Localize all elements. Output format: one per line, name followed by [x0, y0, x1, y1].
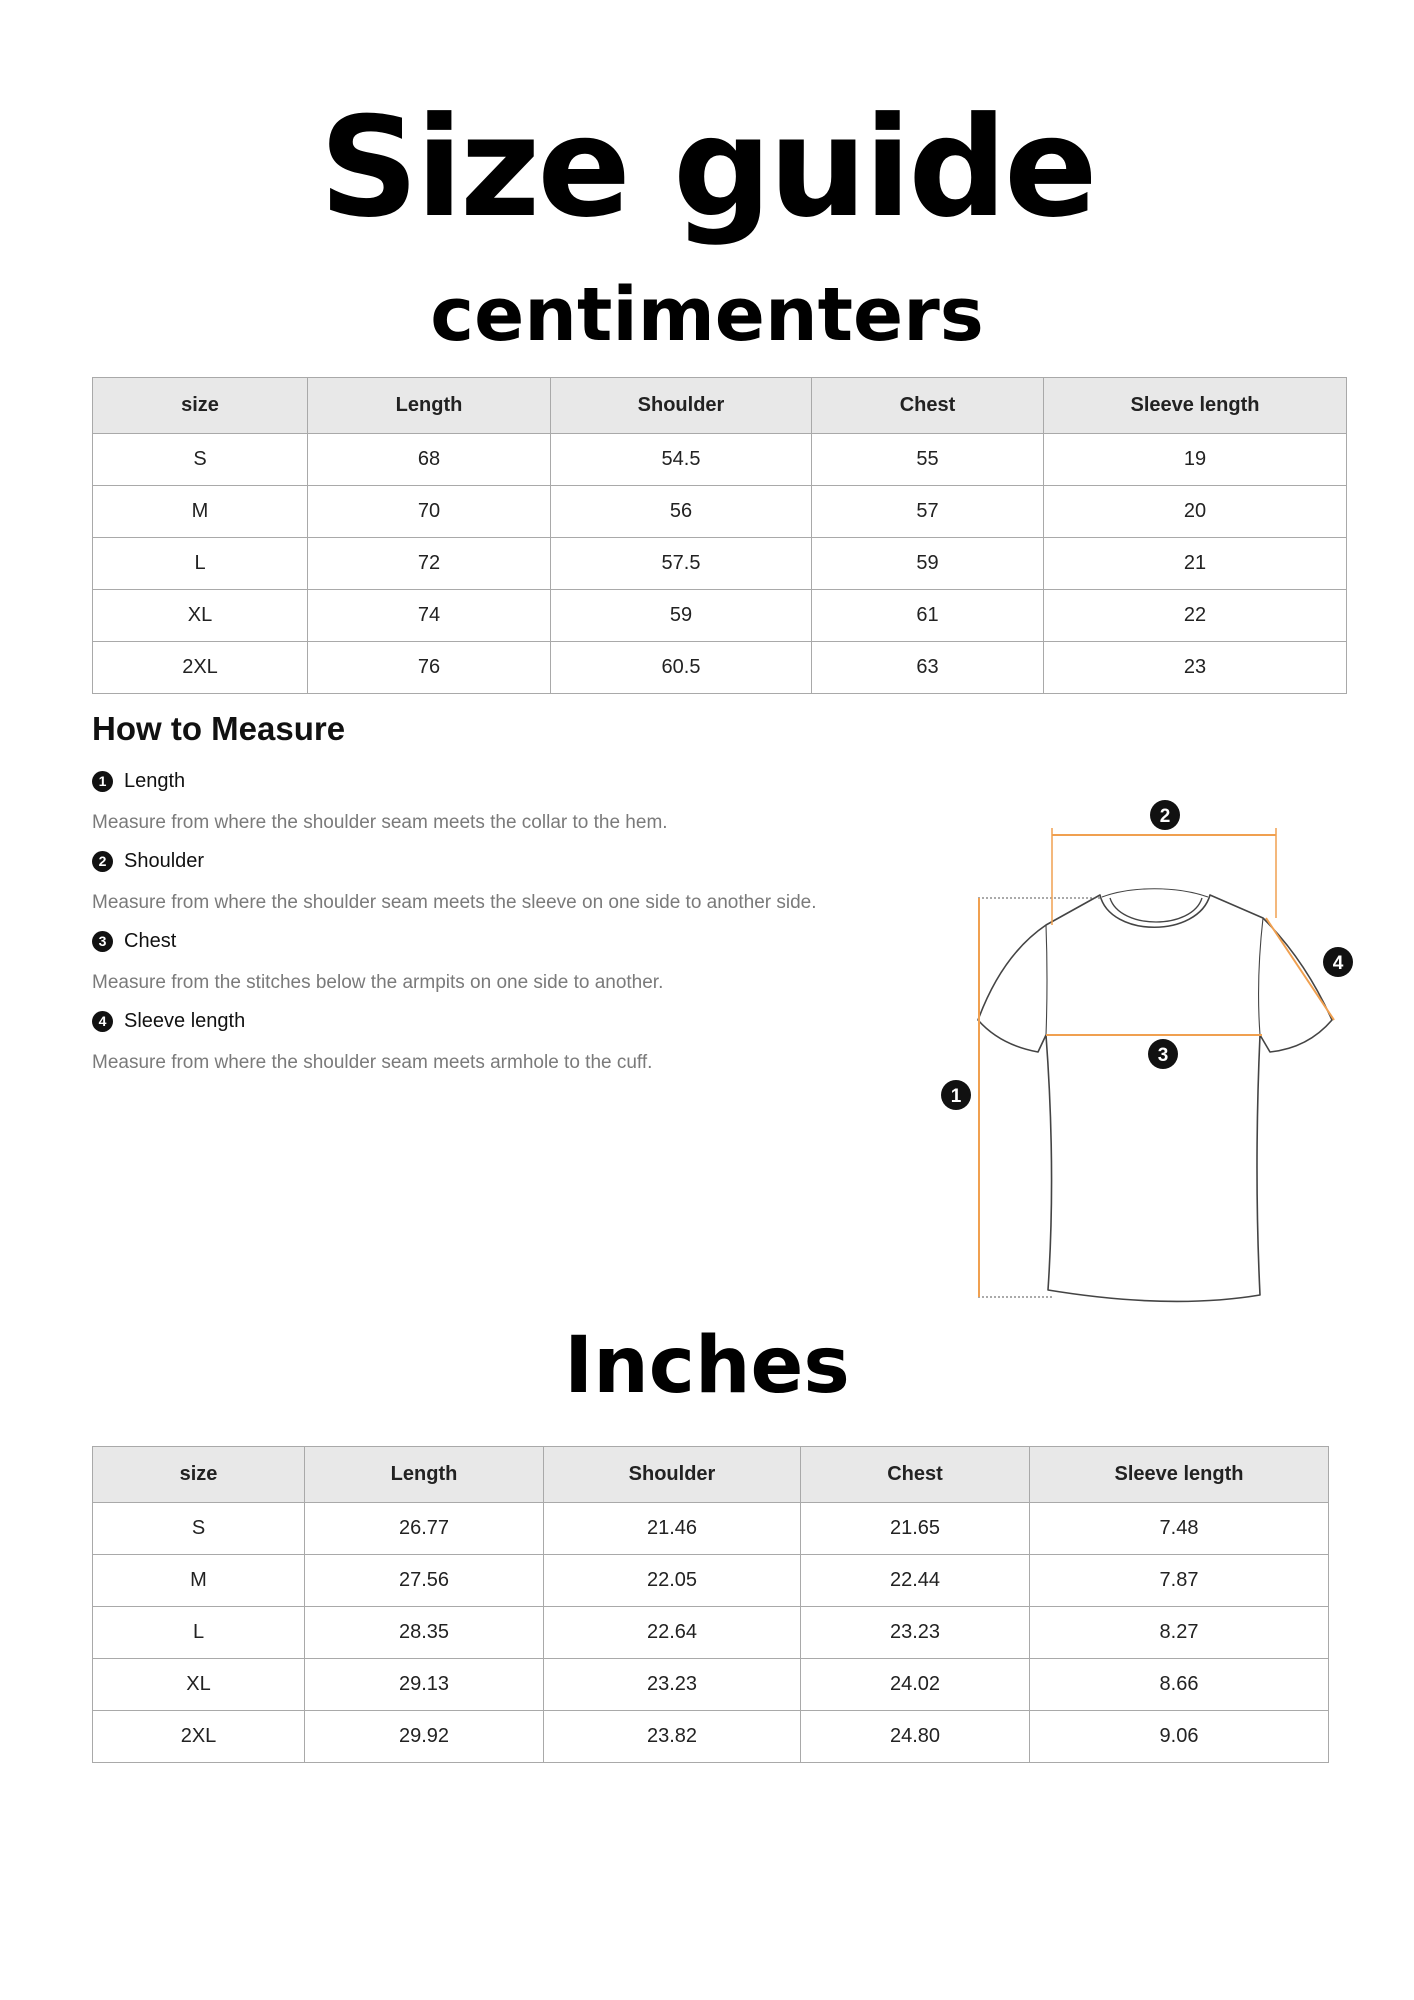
cell-size: XL: [93, 1659, 305, 1711]
cell-length: 28.35: [305, 1607, 544, 1659]
cell-length: 72: [308, 538, 551, 590]
cell-sleeve-length: 9.06: [1030, 1711, 1329, 1763]
table-row: [93, 642, 1347, 694]
marker-sleeve: [1323, 947, 1353, 977]
header-sleeve-length: Sleeve length: [1044, 378, 1347, 434]
marker-label: 1: [950, 1086, 962, 1107]
header-size: size: [93, 378, 308, 434]
cell-length: 26.77: [305, 1503, 544, 1555]
table-row: [93, 590, 1347, 642]
cell-size: XL: [93, 590, 308, 642]
header-chest: Chest: [812, 378, 1044, 434]
cell-sleeve-length: 8.66: [1030, 1659, 1329, 1711]
cell-shoulder: 23.82: [544, 1711, 801, 1763]
cell-shoulder: 57.5: [551, 538, 812, 590]
cell-shoulder: 23.23: [544, 1659, 801, 1711]
cell-chest: 24.02: [801, 1659, 1030, 1711]
step-length-label: [92, 770, 185, 793]
cell-sleeve-length: 7.87: [1030, 1555, 1329, 1607]
cell-chest: 23.23: [801, 1607, 1030, 1659]
cell-shoulder: 22.05: [544, 1555, 801, 1607]
cell-size: 2XL: [93, 1711, 305, 1763]
cell-length: 70: [308, 486, 551, 538]
marker-label: 3: [1157, 1045, 1169, 1066]
cell-size: S: [93, 1503, 305, 1555]
table-row: [93, 1711, 1329, 1763]
cell-shoulder: 21.46: [544, 1503, 801, 1555]
number-1-icon: 1: [92, 771, 113, 792]
cell-length: 29.13: [305, 1659, 544, 1711]
cell-shoulder: 60.5: [551, 642, 812, 694]
step-sleeve-length-label: [92, 1010, 245, 1033]
cell-length: 29.92: [305, 1711, 544, 1763]
marker-length: [941, 1080, 971, 1110]
cell-size: 2XL: [93, 642, 308, 694]
header-chest: Chest: [801, 1447, 1030, 1503]
table-row: [93, 538, 1347, 590]
header-length: Length: [305, 1447, 544, 1503]
collar-inner: [1110, 898, 1202, 922]
cell-chest: 61: [812, 590, 1044, 642]
step-chest-label: [92, 930, 176, 953]
cell-size: M: [93, 486, 308, 538]
tshirt-outline: [978, 895, 1332, 1301]
table-row: [93, 1555, 1329, 1607]
cm-section-title: centimenters: [430, 272, 984, 358]
cell-chest: 55: [812, 434, 1044, 486]
number-2-icon: 2: [92, 851, 113, 872]
cell-sleeve-length: 20: [1044, 486, 1347, 538]
step-length-description: Measure from where the shoulder seam meets the collar to the hem.: [92, 812, 668, 833]
header-sleeve-length: Sleeve length: [1030, 1447, 1329, 1503]
cell-length: 74: [308, 590, 551, 642]
cell-chest: 63: [812, 642, 1044, 694]
table-row: [93, 434, 1347, 486]
step-shoulder-label: [92, 850, 204, 873]
table-row: [93, 1607, 1329, 1659]
inches-section-title: Inches: [564, 1321, 850, 1411]
cell-shoulder: 22.64: [544, 1607, 801, 1659]
step-label-text: Shoulder: [124, 850, 205, 872]
cell-chest: 21.65: [801, 1503, 1030, 1555]
step-sleeve-length-description: Measure from where the shoulder seam meets armhole to the cuff.: [92, 1052, 653, 1073]
cell-chest: 24.80: [801, 1711, 1030, 1763]
marker-label: 2: [1159, 806, 1171, 827]
cell-sleeve-length: 22: [1044, 590, 1347, 642]
header-length: Length: [308, 378, 551, 434]
table-row: [93, 486, 1347, 538]
cell-chest: 57: [812, 486, 1044, 538]
table-header-row: [93, 378, 1347, 434]
table-row: [93, 1659, 1329, 1711]
step-shoulder-description: Measure from where the shoulder seam meets the sleeve on one side to another side.: [92, 892, 817, 913]
cell-size: L: [93, 1607, 305, 1659]
cell-shoulder: 56: [551, 486, 812, 538]
collar-rim: [1102, 889, 1208, 897]
cm-size-table: [92, 377, 1347, 694]
header-shoulder: Shoulder: [544, 1447, 801, 1503]
cell-length: 68: [308, 434, 551, 486]
cell-sleeve-length: 7.48: [1030, 1503, 1329, 1555]
step-chest-description: Measure from the stitches below the armpits on one side to another.: [92, 972, 664, 993]
step-label-text: Chest: [124, 930, 177, 952]
cell-shoulder: 59: [551, 590, 812, 642]
cell-sleeve-length: 21: [1044, 538, 1347, 590]
cell-size: M: [93, 1555, 305, 1607]
cell-length: 76: [308, 642, 551, 694]
cell-sleeve-length: 23: [1044, 642, 1347, 694]
inches-size-table: [92, 1446, 1329, 1763]
page-title: Size guide: [319, 87, 1095, 248]
how-to-measure-heading: How to Measure: [92, 710, 346, 747]
cell-sleeve-length: 19: [1044, 434, 1347, 486]
table-row: [93, 1503, 1329, 1555]
header-size: size: [93, 1447, 305, 1503]
step-label-text: Length: [124, 770, 186, 792]
cell-sleeve-length: 8.27: [1030, 1607, 1329, 1659]
header-shoulder: Shoulder: [551, 378, 812, 434]
cell-size: S: [93, 434, 308, 486]
cell-length: 27.56: [305, 1555, 544, 1607]
marker-shoulder: [1150, 800, 1180, 830]
cell-shoulder: 54.5: [551, 434, 812, 486]
number-3-icon: 3: [92, 931, 113, 952]
number-4-icon: 4: [92, 1011, 113, 1032]
tshirt-diagram: [920, 790, 1360, 1310]
cell-chest: 59: [812, 538, 1044, 590]
step-label-text: Sleeve length: [124, 1010, 246, 1032]
table-header-row: [93, 1447, 1329, 1503]
cell-size: L: [93, 538, 308, 590]
cell-chest: 22.44: [801, 1555, 1030, 1607]
marker-label: 4: [1332, 953, 1344, 974]
marker-chest: [1148, 1039, 1178, 1069]
